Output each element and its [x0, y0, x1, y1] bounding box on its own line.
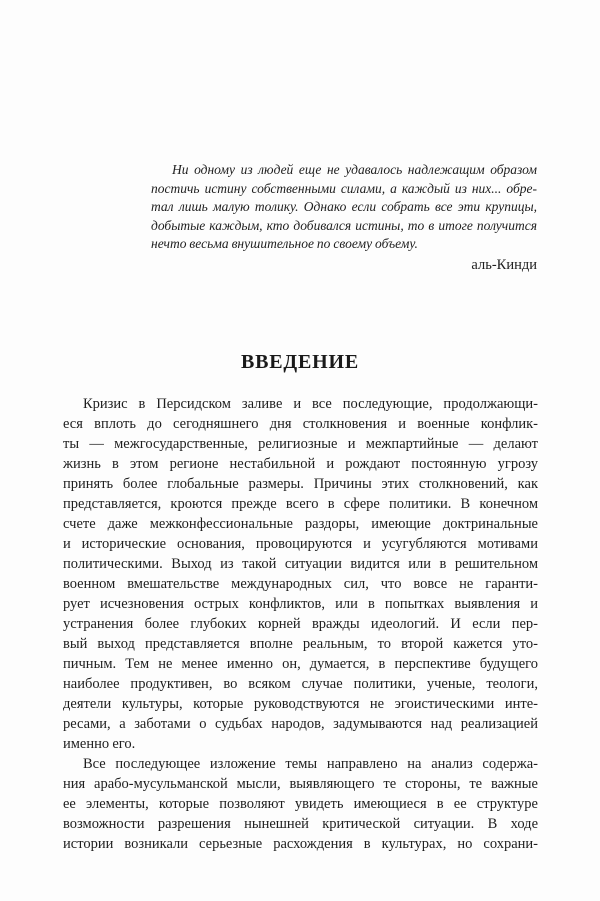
text-line: принять более глобальные размеры. Причины этих столкновений, как: [63, 476, 538, 492]
epigraph-line: нечто весьма внушительное по своему объему.: [151, 236, 418, 251]
chapter-heading: ВВЕДЕНИЕ: [241, 351, 359, 373]
epigraph: [151, 161, 537, 274]
text-line: ресами, а заботами о судьбах народов, задумываются над реализацией: [63, 716, 538, 732]
text-line: жизнь в этом регионе нестабильной и рождают постоянную угрозу: [63, 456, 538, 472]
text-line: наиболее продуктивен, во всяком случае политики, ученые, теологи,: [63, 676, 538, 692]
text-line: деятели культуры, которые руководствуются не эгоистическими инте-: [63, 696, 538, 712]
text-line: еся вплоть до сегодняшнего дня столкновения и военные конфлик-: [63, 416, 538, 432]
epigraph-line: добытые каждым, кто добивался истины, то в итоге получится: [151, 217, 537, 233]
text-line: счете даже межконфессиональные раздоры, имеющие доктринальные: [63, 516, 538, 532]
body-text: [63, 394, 538, 854]
text-line: представляется, кроются прежде всего в сфере политики. В конечном: [63, 496, 538, 512]
text-line: и исторические основания, провоцируются и усугубляются мотивами: [63, 536, 538, 552]
text-line: именно его.: [63, 736, 136, 752]
text-line: вый выход представляется вполне реальным, то второй кажется уто-: [63, 636, 538, 652]
epigraph-line: постичь истину собственными силами, а каждый из них... обре-: [151, 180, 537, 196]
epigraph-line: тал лишь малую толику. Однако если собрать все эти крупицы,: [151, 199, 537, 214]
text-line: военном вмешательстве международных сил, что вовсе не гаранти-: [63, 576, 538, 592]
text-line: истории возникали серьезные расхождения в культурах, но сохрани-: [63, 836, 538, 852]
text-line: ее элементы, которые позволяют увидеть имеющиеся в ее структуре: [63, 796, 538, 812]
text-line: устранения более глубоких корней вражды идеологий. И если пер-: [63, 616, 538, 632]
text-line: ния арабо-мусульманской мысли, выявляющего те стороны, те важные: [63, 776, 538, 792]
epigraph-attribution: аль-Кинди: [471, 256, 537, 273]
text-line: политическими. Выход из такой ситуации видится или в решительном: [63, 556, 538, 572]
text-line: Кризис в Персидском заливе и все последующие, продолжающи-: [83, 396, 538, 412]
paragraph: [63, 754, 538, 854]
paragraph: [63, 394, 538, 754]
epigraph-line: Ни одному из людей еще не удавалось надлежащим образом: [172, 162, 537, 177]
text-line: рует исчезновения острых конфликтов, или в попытках выявления и: [63, 596, 538, 612]
text-line: возможности разрешения нынешней критической ситуации. В ходе: [63, 816, 538, 832]
text-line: пичным. Тем не менее именно он, думается, в перспективе будущего: [63, 656, 538, 672]
text-line: ты — межгосударственные, религиозные и межпартийные — делают: [63, 436, 538, 452]
text-line: Все последующее изложение темы направлено на анализ содержа-: [83, 756, 538, 772]
